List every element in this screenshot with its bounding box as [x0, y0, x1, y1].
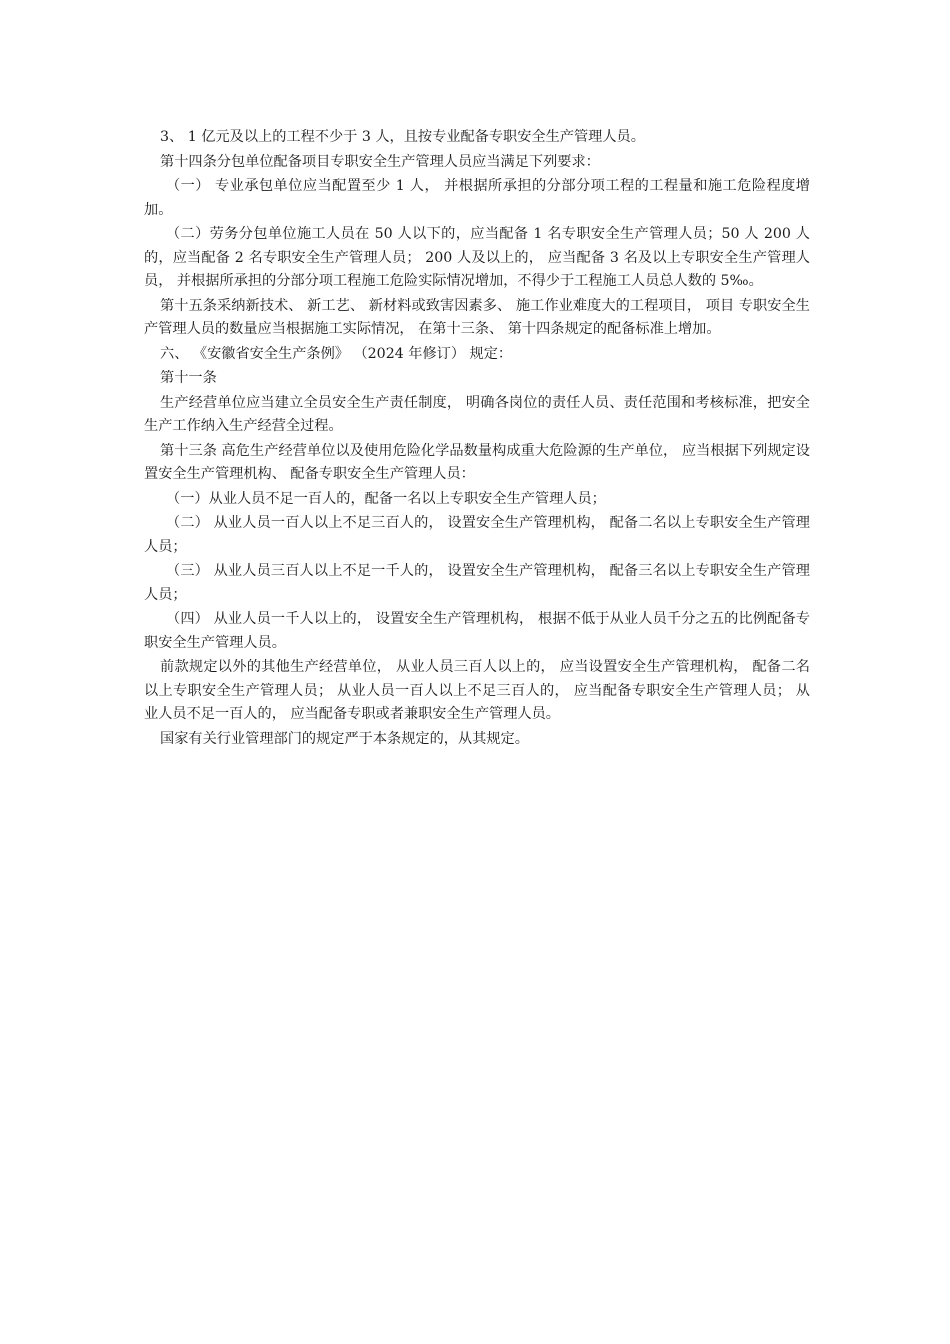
clause-3-item: 3、 1 亿元及以上的工程不少于 3 人，且按专业配备专职安全生产管理人员。 — [160, 129, 645, 145]
article-13-item-4: （四） 从业人员一千人以上的， 设置安全生产管理机构， 根据不低于从业人员千分之五的比例配备专职安全生产管理人员。 — [144, 611, 810, 651]
article-13-item-3: （三） 从业人员三百人以上不足一千人的， 设置安全生产管理机构， 配备三名以上专职安全生产管理人员； — [144, 563, 810, 603]
article-13-other-units: 前款规定以外的其他生产经营单位， 从业人员三百人以上的， 应当设置安全生产管理机构， 配备二名以上专职安全生产管理人员； 从业人员一百人以上不足三百人的， 应当配备专职安全生产管理人员； 从业人员不足一百人的， 应当配备专职或者兼职安全生产管理人员。 — [144, 659, 810, 723]
article-14-item-2: （二）劳务分包单位施工人员在 50 人以下的，应当配备 1 名专职安全生产管理人员；50 人 200 人的，应当配备 2 名专职安全生产管理人员； 200 人及以上的， 应当配备 3 名及以上专职安全生产管理人员， 并根据所承担的分部分项工程施工危险实际情况增加，不得少于工程施工人员总人数的 5‰。 — [144, 226, 810, 289]
article-11-body: 生产经营单位应当建立全员安全生产责任制度， 明确各岗位的责任人员、责任范围和考核标准，把安全生产工作纳入生产经营全过程。 — [144, 394, 810, 435]
article-14-heading: 第十四条分包单位配备项目专职安全生产管理人员应当满足下列要求： — [160, 153, 600, 170]
section-6-heading: 六、 《安徽省安全生产条例》 （2024 年修订） 规定： — [160, 345, 513, 362]
article-13-item-2: （二） 从业人员一百人以上不足三百人的， 设置安全生产管理机构， 配备二名以上专职安全生产管理人员； — [144, 515, 810, 555]
article-14-item-1: （一） 专业承包单位应当配置至少 1 人， 并根据所承担的分部分项工程的工程量和施工危险程度增加。 — [144, 178, 810, 218]
article-11-heading: 第十一条 — [160, 370, 217, 387]
document-page — [144, 126, 810, 752]
article-13-closing: 国家有关行业管理部门的规定严于本条规定的，从其规定。 — [160, 730, 529, 747]
article-13-heading: 第十三条 高危生产经营单位以及使用危险化学品数量构成重大危险源的生产单位， 应当根据下列规定设置安全生产管理机构、 配备专职安全生产管理人员： — [144, 442, 810, 483]
article-13-item-1: （一）从业人员不足一百人的，配备一名以上专职安全生产管理人员； — [166, 490, 606, 507]
article-15: 第十五条采纳新技术、 新工艺、 新材料或致害因素多、 施工作业难度大的工程项目， 项目 专职安全生产管理人员的数量应当根据施工实际情况， 在第十三条、 第十四条规定的配备标准上增加。 — [144, 297, 810, 337]
